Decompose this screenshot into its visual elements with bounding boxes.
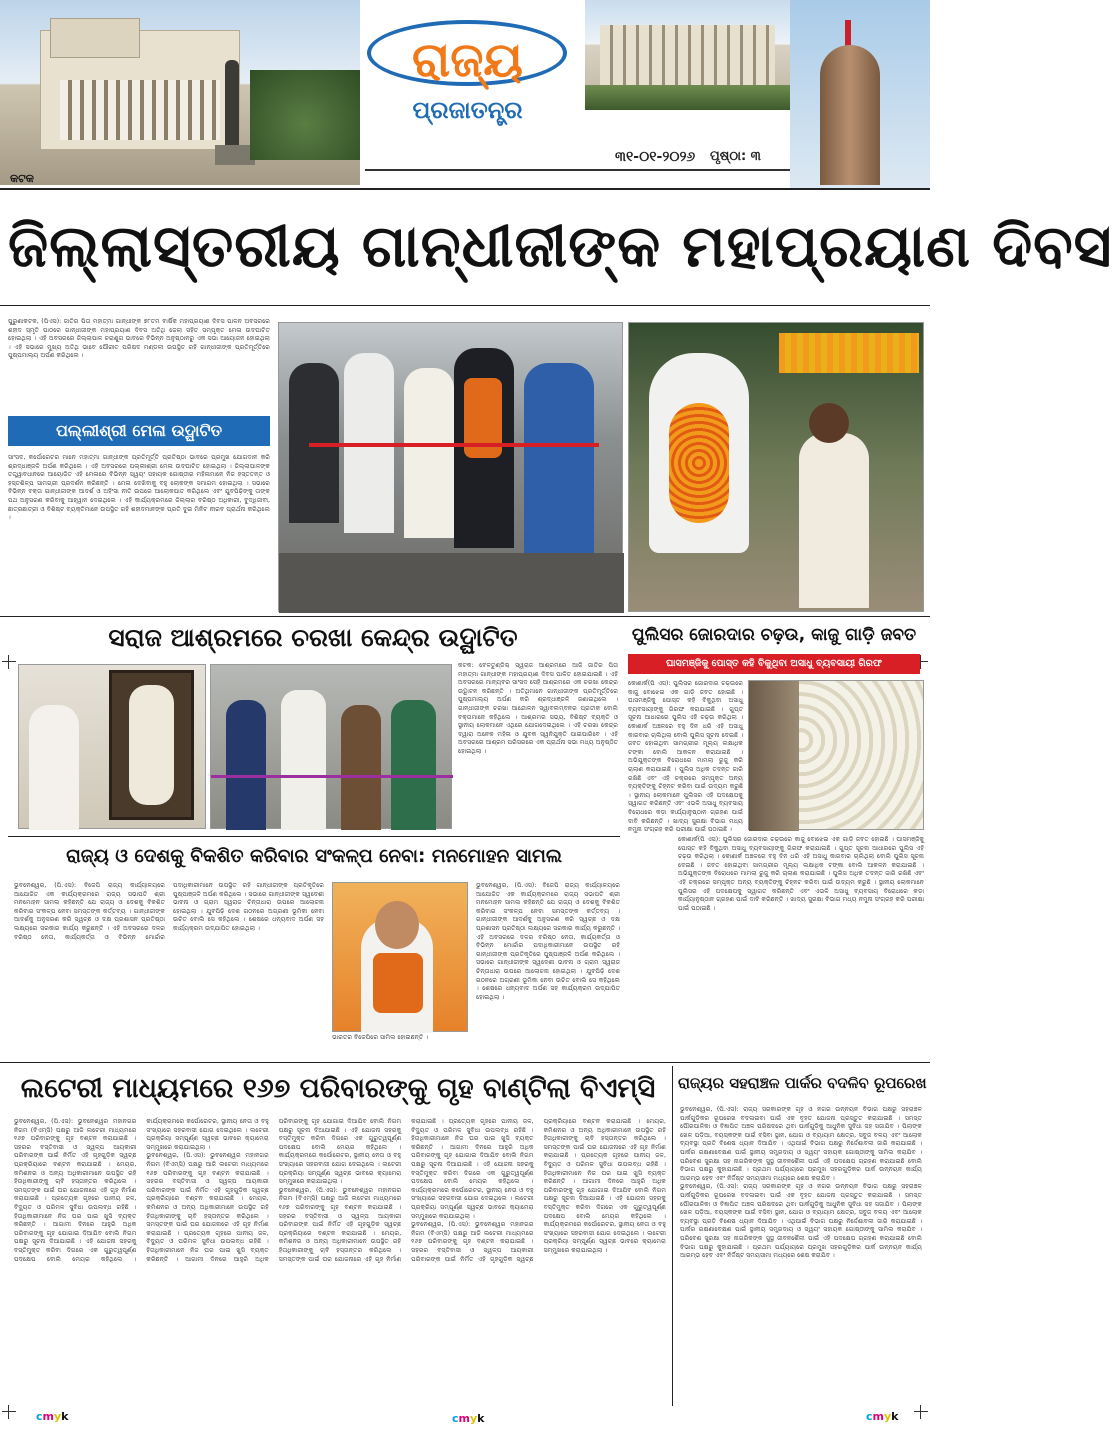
page-number: ପୃଷ୍ଠା: ୩ <box>710 149 761 164</box>
story3-body-top <box>628 680 743 834</box>
crop-mark <box>914 1405 928 1419</box>
masthead-photo-assembly <box>0 0 360 185</box>
photo-gandhi-statue-garland <box>628 322 924 612</box>
story5-body <box>14 1118 666 1406</box>
story3-body-text: କୋଣାର୍କ(ପି ଏସ): ପୁଲିସର ଜୋରଦାର ଚଢ଼ଉରେ କାଜୁ ବୋଝେଇ ଏକ ଗାଡ଼ି ଜବତ ହୋଇଛି । ଘାସମଞ୍ଜିକୁ ପୋସ୍ତ କହି ବିକୁଥିବା ଅସାଧୁ ବ୍ୟବସାୟୀଙ୍କୁ ଗିରଫ କରାଯାଇଛି । ଗୁପ୍ତ ସୂଚନା ଆଧାରରେ ପୁଲିସ ଏହି ଚଢ଼ଉ କରିଥିଲା । କୋଣାର୍କ ଅଞ୍ଚଳରେ ବହୁ ଦିନ ଧରି ଏହି ଅସାଧୁ କାରବାର ଚାଲିଥିଲା ବୋଲି ପୁଲିସ ସୂଚନା ଦେଇଛି । ଜବତ ହୋଇଥିବା ସାମଗ୍ରୀର ମୂଲ୍ୟ ଲକ୍ଷାଧିକ ଟଙ୍କା ବୋଲି ଆକଳନ କରାଯାଇଛି । ଅଭିଯୁକ୍ତଙ୍କ ବିରୋଧରେ ମାମଲା ରୁଜୁ କରି ଚାଲାଣ କରାଯାଇଛି । ପୁଲିସ ଅଧିକ ତଦନ୍ତ ଜାରି ରଖିଛି ଏବଂ ଏହି ଚକ୍ରରେ ସମ୍ପୃକ୍ତ ଅନ୍ୟ ବ୍ୟକ୍ତିଙ୍କୁ ଚିହ୍ନଟ କରିବା ପାଇଁ ଉଦ୍ୟମ କରୁଛି । ସ୍ଥାନୀୟ ଲୋକମାନେ ପୁଲିସର ଏହି ପଦକ୍ଷେପକୁ ସ୍ୱାଗତ କରିଛନ୍ତି ଏବଂ ଏଭଳି ଅସାଧୁ ବ୍ୟବସାୟ ବିରୋଧରେ କଡ଼ା କାର୍ଯ୍ୟାନୁଷ୍ଠାନ ଗ୍ରହଣ ପାଇଁ ଦାବି କରିଛନ୍ତି । ଖାଦ୍ୟ ସୁରକ୍ଷା ବିଭାଗ ମଧ୍ୟ ନମୁନା ସଂଗ୍ରହ କରି ପରୀକ୍ଷା ପାଇଁ ପଠାଇଛି । <box>678 836 924 912</box>
photo-seized-bags <box>748 680 924 830</box>
masthead <box>0 0 930 190</box>
registration-mark: cmyk <box>36 1410 69 1423</box>
story2-body <box>458 662 618 832</box>
story1-body-text: ସାଂସଦ, କର୍ପୋରେଟର ମାନେ ମହାତ୍ମା ଗାନ୍ଧୀଙ୍କ ପ୍ରତିମୂର୍ତ୍ତି ପ୍ରତିଷ୍ଠା ଭାବରେ ପ୍ରମୁଖ ଯୋଗଦାନ କରି ଶ୍ରଦ୍ଧାଞ୍ଜଳି ଅର୍ପଣ କରିଥିଲେ । ଏହି ଅବସରରେ ପଲ୍ଲୀଶ୍ରୀ ମେଳା ଉଦଘାଟିତ ହୋଇଥିଲା । ଜିଲ୍ଲାପାଳଙ୍କ ତତ୍ତ୍ୱାବଧାନରେ ଆୟୋଜିତ ଏହି ମେଳାରେ ବିଭିନ୍ନ ସ୍ୱୟଂ ସହାୟକ ଗୋଷ୍ଠୀର ମହିଳାମାନେ ନିଜ ହସ୍ତତନ୍ତ ଓ ହସ୍ତଶିଳ୍ପ ସାମଗ୍ରୀ ପ୍ରଦର୍ଶନ କରିଛନ୍ତି । ମେଳା ଦେଖିବାକୁ ବହୁ ଲୋକଙ୍କ ସମାଗମ ହୋଇଥିଲା । ସଭାରେ ବିଭିନ୍ନ ବକ୍ତା ଗାନ୍ଧୀଜୀଙ୍କ ଆଦର୍ଶ ଓ ଅହିଂସା ନୀତି ଉପରେ ଆଲୋକପାତ କରିଥିଲେ ଏବଂ ଯୁବପିଢ଼ିଙ୍କୁ ତାଙ୍କ ପଥ ଅନୁସରଣ କରିବାକୁ ଆହ୍ୱାନ ଦେଇଥିଲେ । ଏହି କାର୍ଯ୍ୟକ୍ରମରେ ଜିଲ୍ଲାର ବରିଷ୍ଠ ଅଧିକାରୀ, ବୁଦ୍ଧିଜୀବୀ, ଛାତ୍ରଛାତ୍ରୀ ଓ ବିଶିଷ୍ଟ ବ୍ୟକ୍ତିମାନେ ଉପସ୍ଥିତ ରହି ଶହୀଦମାନଙ୍କ ପ୍ରତି ଦୁଇ ମିନିଟ ନୀରବ ପ୍ରାର୍ଥନା କରିଥିଲେ । <box>8 454 270 522</box>
city-label: କଟକ <box>10 172 34 185</box>
photo-manmohan-samal <box>332 882 468 1032</box>
story1-intro <box>8 318 270 410</box>
story6-headline: ରାଜ୍ୟର ସହରାଞ୍ଚଳ ପାର୍କର ବଦଳିବ ରୂପରେଖ <box>678 1074 927 1092</box>
story6-body-text: ଭୁବନେଶ୍ୱର, (ପି.ଏସ): ରାଜ୍ୟ ସରକାରଙ୍କ ଗୃହ ଓ ନଗର ଉନ୍ନୟନ ବିଭାଗ ପକ୍ଷରୁ ସହରାଞ୍ଚଳ ପାର୍କଗୁଡ଼ିକର ରୂପରେଖ ବଦଳାଇବା ପାଇଁ ଏକ ବୃହତ ଯୋଜନା ପ୍ରସ୍ତୁତ କରାଯାଇଛି । ସମସ୍ତ ପୌରପାଳିକା ଓ ବିଜ୍ଞାପିତ ଅଞ୍ଚଳ ପରିଷଦରେ ଥିବା ପାର୍କଗୁଡ଼ିକୁ ଆଧୁନିକ ସୁବିଧା ସହ ସଜାଯିବ । ପିଲାଙ୍କ ଖେଳ ପଡ଼ିଆ, ବୟସ୍କଙ୍କ ପାଇଁ ବସିବା ସ୍ଥାନ, ଯୋଗ ଓ ବ୍ୟାୟାମ କ୍ଷେତ୍ର, ସବୁଜ ବଳୟ ଏବଂ ଆଲୋକ ବ୍ୟବସ୍ଥା ପ୍ରତି ବିଶେଷ ଧ୍ୟାନ ଦିଆଯିବ । ଏଥିପାଇଁ ବିଭାଗ ପକ୍ଷରୁ ନିର୍ଦ୍ଦେଶାବଳୀ ଜାରି କରାଯାଇଛି । ପାର୍କର ରକ୍ଷଣାବେକ୍ଷଣ ପାଇଁ ସ୍ଥାନୀୟ ସମ୍ପ୍ରଦାୟ ଓ ସ୍ୱୟଂ ସହାୟକ ଗୋଷ୍ଠୀଙ୍କୁ ସାମିଲ କରାଯିବ । ପରିବେଶ ସୁରକ୍ଷା ସହ ନାଗରିକଙ୍କ ସୁସ୍ଥ ଜୀବନଶୈଳୀ ପାଇଁ ଏହି ପଦକ୍ଷେପ ଗ୍ରହଣ କରାଯାଇଛି ବୋଲି ବିଭାଗ ପକ୍ଷରୁ କୁହାଯାଇଛି । ପ୍ରଥମ ପର୍ଯ୍ୟାୟରେ ପ୍ରମୁଖ ସହରଗୁଡ଼ିକର ପାର୍କ ଉନ୍ନୟନ କାର୍ଯ୍ୟ ଆରମ୍ଭ ହେବ ଏବଂ ନିର୍ଦ୍ଦିଷ୍ଟ ସମୟସୀମା ମଧ୍ୟରେ ଶେଷ କରାଯିବ । <box>680 1183 922 1260</box>
photo-gandhi-portrait <box>18 664 206 829</box>
story3-subhead: ଘାସମଞ୍ଜିକୁ ପୋସ୍ତ କହି ବିକୁଥିବା ଅସାଧୁ ବ୍ୟବସାୟୀ ଗିରଫ <box>628 654 920 674</box>
story4-headline: ରାଜ୍ୟ ଓ ଦେଶକୁ ବିକଶିତ କରିବାର ସଂକଳ୍ପ ନେବା: ମନମୋହନ ସାମଲ <box>66 846 562 867</box>
story2-body-text: କଟକ: ବେଳତୁଣ୍ଡିଶ୍ଚ ସ୍ୱରାଜ ଆଶ୍ରମରେ ଆଜି ଜାତିର ପିତା ମହାତ୍ମା ଗାନ୍ଧୀଙ୍କ ମହାପ୍ରୟାଣ ଦିବସ ପାଳିତ ହୋଇଯାଇଛି । ଏହି ଅବସରରେ ମାନ୍ୟବର ସାଂସଦ ସେହି ଆଶ୍ରମରେ ଏକ ଚରଖା କେନ୍ଦ୍ର ଉଦ୍ଘାଟନ କରିଛନ୍ତି । ଅତିଥିମାନେ ଗାନ୍ଧୀଜୀଙ୍କ ପ୍ରତିମୂର୍ତ୍ତିରେ ପୁଷ୍ପମାଲ୍ୟ ଅର୍ପଣ କରି ଶ୍ରଦ୍ଧାଞ୍ଜଳି ଜଣାଇଥିଲେ । ଗାନ୍ଧୀଜୀଙ୍କ ଚରଖା ଆନ୍ଦୋଳନ ସ୍ୱାବଲମ୍ବନର ପ୍ରତୀକ ବୋଲି ବକ୍ତାମାନେ କହିଥିଲେ । ଆଶ୍ରମର ସଭ୍ୟ, ବିଶିଷ୍ଟ ବ୍ୟକ୍ତି ଓ ସ୍ଥାନୀୟ ଲୋକମାନେ ଏଥିରେ ଯୋଗଦେଇଥିଲେ । ଏହି ଚରଖା କେନ୍ଦ୍ର ଦ୍ୱାରା ଅନେକ ମହିଳା ଓ ଯୁବକ ସ୍ୱନିଯୁକ୍ତି ପାଇପାରିବେ । ଏହି ଅବସରରେ ଆଶ୍ରମ ପରିସରରେ ଏକ ପ୍ରାର୍ଥନା ସଭା ମଧ୍ୟ ଅନୁଷ୍ଠିତ ହୋଇଥିଲା । <box>458 662 618 755</box>
story4-body-text: ଭୁବନେଶ୍ୱର, (ପି.ଏସ): ବିଜେପି ରାଜ୍ୟ କାର୍ଯ୍ୟାଳୟରେ ଆଯୋଜିତ ଏକ କାର୍ଯ୍ୟକ୍ରମରେ ରାଜ୍ୟ ସଭାପତି ଶ୍ରୀ ମନମୋହନ ସାମଲ କହିଛନ୍ତି ଯେ ରାଜ୍ୟ ଓ ଦେଶକୁ ବିକଶିତ କରିବାର ସଂକଳ୍ପ ନେବା ସମସ୍ତଙ୍କ କର୍ତ୍ତବ୍ୟ । ଗାନ୍ଧୀଜୀଙ୍କ ଆଦର୍ଶକୁ ଅନୁସରଣ କରି ସ୍ୱଚ୍ଛ ଓ ଦକ୍ଷ ପ୍ରଶାସନ ପ୍ରତିଷ୍ଠା ଲକ୍ଷ୍ୟରେ ସରକାର କାର୍ଯ୍ୟ କରୁଛନ୍ତି । ଏହି ଅବସରରେ ଦଳର ବରିଷ୍ଠ ନେତା, କାର୍ଯ୍ୟକର୍ତ୍ତା ଓ ବିଭିନ୍ନ ମୋର୍ଚ୍ଚାର ପଦାଧିକାରୀମାନେ ଉପସ୍ଥିତ ରହି ଗାନ୍ଧୀଜୀଙ୍କ ପ୍ରତିକୃତିରେ ପୁଷ୍ପାଞ୍ଜଳି ଅର୍ପଣ କରିଥିଲେ । ସଭାରେ ଗାନ୍ଧୀଜୀଙ୍କ ସ୍ୱଦେଶୀ ଭାବନା ଓ ଗ୍ରାମ ସ୍ୱରାଜ ଚିନ୍ତାଧାରା ଉପରେ ଆଲୋଚନା ହୋଇଥିଲା । ଯୁବପିଢ଼ି ଦେଶ ଗଠନରେ ଅଗ୍ରଣୀ ଭୂମିକା ନେବା ଉଚିତ ବୋଲି ସେ କହିଥିଲେ । ଶେଷରେ ଧନ୍ୟବାଦ ଅର୍ପଣ ସହ କାର୍ଯ୍ୟକ୍ରମ ଉଦ୍ଯାପିତ ହୋଇଥିଲା । <box>476 882 620 1001</box>
registration-mark: cmyk <box>452 1412 485 1425</box>
story5-body-text: ଭୁବନେଶ୍ୱର, (ପି.ଏସ): ଭୁବନେଶ୍ୱର ମହାନଗର ନିଗମ (ବିଏମ୍‌ସି) ପକ୍ଷରୁ ଆଜି ଲଟେରୀ ମାଧ୍ୟମରେ ୧୬୭ ପରିବାରଙ୍କୁ ଗୃହ ବଣ୍ଟନ କରାଯାଇଛି । ସହରର ବସ୍ତିବାସୀ ଓ ସ୍ୱଳ୍ପ ଆୟକାରୀ ପରିବାରଙ୍କ ପାଇଁ ନିର୍ମିତ ଏହି ଗୃହଗୁଡ଼ିକ ସ୍ୱଚ୍ଛ ପ୍ରକ୍ରିୟାରେ ବଣ୍ଟନ କରାଯାଇଛି । ମେୟର, କମିଶନର ଓ ଅନ୍ୟ ଅଧିକାରୀମାନେ ଉପସ୍ଥିତ ରହି ହିତାଧିକାରୀଙ୍କୁ ଚାବି ହସ୍ତାନ୍ତର କରିଥିଲେ । ସମସ୍ତଙ୍କ ପାଇଁ ଘର ଯୋଜନାରେ ଏହି ଗୃହ ନିର୍ମାଣ କରାଯାଇଛି । ପ୍ରତ୍ୟେକ ଗୃହରେ ପାନୀୟ ଜଳ, ବିଦ୍ୟୁତ ଓ ପରିମଳ ସୁବିଧା ଉପଲବ୍ଧ ରହିଛି । ହିତାଧିକାରୀମାନେ ନିଜ ଘର ପାଇ ଖୁସି ବ୍ୟକ୍ତ କରିଛନ୍ତି । ଆଗାମୀ ଦିନରେ ଆହୁରି ଅଧିକ ପରିବାରଙ୍କୁ ଗୃହ ଯୋଗାଇ ଦିଆଯିବ ବୋଲି ନିଗମ ପକ୍ଷରୁ ସୂଚନା ଦିଆଯାଇଛି । ଏହି ଯୋଜନା ସହରକୁ ବସ୍ତିମୁକ୍ତ କରିବା ଦିଗରେ ଏକ ଗୁରୁତ୍ୱପୂର୍ଣ୍ଣ ପଦକ୍ଷେପ ବୋଲି ମେୟର କହିଥିଲେ । କାର୍ଯ୍ୟକ୍ରମରେ କର୍ପୋରେଟର, ସ୍ଥାନୀୟ ନେତା ଓ ବହୁ ସଂଖ୍ୟାରେ ସହରବାସୀ ଯୋଗ ଦେଇଥିଲେ । ଲଟେରୀ ପ୍ରକ୍ରିୟା ସମ୍ପୂର୍ଣ୍ଣ ସ୍ୱଚ୍ଛ ଭାବରେ କ୍ୟାମେରା ସମ୍ମୁଖରେ କରାଯାଇଥିଲା । <box>14 1118 269 1263</box>
story4-photo-caption: ଭାରତର ବିଜେପିରେ ସାମିଲ ହୋଇଛନ୍ତି । <box>332 1034 429 1041</box>
registration-mark: cmyk <box>866 1410 899 1423</box>
story1-subhead: ପଲ୍ଲୀଶ୍ରୀ ମେଳା ଉଦ୍ଘାଟିତ <box>8 416 270 446</box>
story4-body-left <box>14 882 324 1052</box>
story5-body-text: ଭୁବନେଶ୍ୱର, (ପି.ଏସ): ଭୁବନେଶ୍ୱର ମହାନଗର ନିଗମ (ବିଏମ୍‌ସି) ପକ୍ଷରୁ ଆଜି ଲଟେରୀ ମାଧ୍ୟମରେ ୧୬୭ ପରିବାରଙ୍କୁ ଗୃହ ବଣ୍ଟନ କରାଯାଇଛି । ସହରର ବସ୍ତିବାସୀ ଓ ସ୍ୱଳ୍ପ ଆୟକାରୀ ପରିବାରଙ୍କ ପାଇଁ ନିର୍ମିତ ଏହି ଗୃହଗୁଡ଼ିକ ସ୍ୱଚ୍ଛ ପ୍ରକ୍ରିୟାରେ ବଣ୍ଟନ କରାଯାଇଛି । ମେୟର, କମିଶନର ଓ ଅନ୍ୟ ଅଧିକାରୀମାନେ ଉପସ୍ଥିତ ରହି ହିତାଧିକାରୀଙ୍କୁ ଚାବି ହସ୍ତାନ୍ତର କରିଥିଲେ । ସମସ୍ତଙ୍କ ପାଇଁ ଘର ଯୋଜନାରେ ଏହି ଗୃହ ନିର୍ମାଣ କରାଯାଇଛି । ପ୍ରତ୍ୟେକ ଗୃହରେ ପାନୀୟ ଜଳ, ବିଦ୍ୟୁତ ଓ ପରିମଳ ସୁବିଧା ଉପଲବ୍ଧ ରହିଛି । ହିତାଧିକାରୀମାନେ ନିଜ ଘର ପାଇ ଖୁସି ବ୍ୟକ୍ତ କରିଛନ୍ତି । ଆଗାମୀ ଦିନରେ ଆହୁରି ଅଧିକ ପରିବାରଙ୍କୁ ଗୃହ ଯୋଗାଇ ଦିଆଯିବ ବୋଲି ନିଗମ ପକ୍ଷରୁ ସୂଚନା ଦିଆଯାଇଛି । ଏହି ଯୋଜନା ସହରକୁ ବସ୍ତିମୁକ୍ତ କରିବା ଦିଗରେ ଏକ ଗୁରୁତ୍ୱପୂର୍ଣ୍ଣ ପଦକ୍ଷେପ ବୋଲି ମେୟର କହିଥିଲେ । କାର୍ଯ୍ୟକ୍ରମରେ କର୍ପୋରେଟର, ସ୍ଥାନୀୟ ନେତା ଓ ବହୁ ସଂଖ୍ୟାରେ ସହରବାସୀ ଯୋଗ ଦେଇଥିଲେ । ଲଟେରୀ ପ୍ରକ୍ରିୟା ସମ୍ପୂର୍ଣ୍ଣ ସ୍ୱଚ୍ଛ ଭାବରେ କ୍ୟାମେରା ସମ୍ମୁଖରେ କରାଯାଇଥିଲା । <box>146 1118 402 1263</box>
story1-body <box>8 454 270 610</box>
story2-headline: ସରାଜ ଆଶ୍ରମରେ ଚରଖା କେନ୍ଦ୍ର ଉଦ୍ଘାଟିତ <box>108 623 518 652</box>
story4-body-text: ଭୁବନେଶ୍ୱର, (ପି.ଏସ): ବିଜେପି ରାଜ୍ୟ କାର୍ଯ୍ୟାଳୟରେ ଆଯୋଜିତ ଏକ କାର୍ଯ୍ୟକ୍ରମରେ ରାଜ୍ୟ ସଭାପତି ଶ୍ରୀ ମନମୋହନ ସାମଲ କହିଛନ୍ତି ଯେ ରାଜ୍ୟ ଓ ଦେଶକୁ ବିକଶିତ କରିବାର ସଂକଳ୍ପ ନେବା ସମସ୍ତଙ୍କ କର୍ତ୍ତବ୍ୟ । ଗାନ୍ଧୀଜୀଙ୍କ ଆଦର୍ଶକୁ ଅନୁସରଣ କରି ସ୍ୱଚ୍ଛ ଓ ଦକ୍ଷ ପ୍ରଶାସନ ପ୍ରତିଷ୍ଠା ଲକ୍ଷ୍ୟରେ ସରକାର କାର୍ଯ୍ୟ କରୁଛନ୍ତି । ଏହି ଅବସରରେ ଦଳର ବରିଷ୍ଠ ନେତା, କାର୍ଯ୍ୟକର୍ତ୍ତା ଓ ବିଭିନ୍ନ ମୋର୍ଚ୍ଚାର ପଦାଧିକାରୀମାନେ ଉପସ୍ଥିତ ରହି ଗାନ୍ଧୀଜୀଙ୍କ ପ୍ରତିକୃତିରେ ପୁଷ୍ପାଞ୍ଜଳି ଅର୍ପଣ କରିଥିଲେ । ସଭାରେ ଗାନ୍ଧୀଜୀଙ୍କ ସ୍ୱଦେଶୀ ଭାବନା ଓ ଗ୍ରାମ ସ୍ୱରାଜ ଚିନ୍ତାଧାରା ଉପରେ ଆଲୋଚନା ହୋଇଥିଲା । ଯୁବପିଢ଼ି ଦେଶ ଗଠନରେ ଅଗ୍ରଣୀ ଭୂମିକା ନେବା ଉଚିତ ବୋଲି ସେ କହିଥିଲେ । ଶେଷରେ ଧନ୍ୟବାଦ ଅର୍ପଣ ସହ କାର୍ଯ୍ୟକ୍ରମ ଉଦ୍ଯାପିତ ହୋଇଥିଲା । <box>14 882 324 941</box>
story1-headline: ଜିଲ୍ଲାସ୍ତରୀୟ ଗାନ୍ଧୀଜୀଙ୍କ ମହାପ୍ରୟାଣ ଦିବସ <box>8 212 1112 280</box>
photo-ribbon-cutting <box>278 322 623 612</box>
story6-body <box>680 1106 922 1406</box>
issue-date: ୩୧-୦୧-୨୦୨୬ <box>615 149 696 165</box>
masthead-photo-temple <box>790 0 930 190</box>
crop-mark <box>2 1405 16 1419</box>
date-bar <box>365 145 790 171</box>
story4-body-right <box>476 882 620 1052</box>
story1-intro-text: ପୁରୁଣାକଟକ, (ପିଏସ): ଜାତିର ପିତା ମହାତ୍ମା ଗାନ୍ଧୀଙ୍କ ୭୮ତମ ବାର୍ଷିକ ମହାପ୍ରୟାଣ ଦିବସ ପାଳନ ଅବସରରେ ଶହୀଦ ସ୍ମୃତି ପାଠରେ ଗାନ୍ଧୀଜୀଙ୍କ ମହାପ୍ରୟାଣ ଦିବସ ଅତିଥି ଜେଲା ସହିତ ସମ୍ପୃକ୍ତ ମେଳା ଉଦଘାଟିତ ହୋଇଥିଲା । ଏହି ଅବସରରେ ଜିଲ୍ଲାପାଳ ଚରାଣୁଗ ଭାବରେ ବିଭିନ୍ନ ଅନୁଷ୍ଠାନରୁ ଏକ ସଭା ଆୟୋଜନ ହୋଇଥିଲା । ଏହି ସଭାରେ ମୁଖ୍ୟ ଅତିଥି ଭାବେ ପୌରୀତ ପରିଷଦ ମଣ୍ଡଳୀ ଉପସ୍ଥିତ ରହି ଗାନ୍ଧୀଜୀଙ୍କ ପ୍ରତିମୂର୍ତ୍ତିରେ ପୁଷ୍ପମାଲ୍ୟ ଅର୍ପଣ କରିଥିଲେ । <box>8 318 270 360</box>
story3-headline: ପୁଲିସର ଜୋରଦାର ଚଢ଼ଉ, କାଜୁ ଗାଡ଼ି ଜବତ <box>631 625 917 645</box>
logo <box>365 20 570 155</box>
masthead-photo-highcourt <box>585 0 790 110</box>
story3-body-text: କୋଣାର୍କ(ପି ଏସ): ପୁଲିସର ଜୋରଦାର ଚଢ଼ଉରେ କାଜୁ ବୋଝେଇ ଏକ ଗାଡ଼ି ଜବତ ହୋଇଛି । ଘାସମଞ୍ଜିକୁ ପୋସ୍ତ କହି ବିକୁଥିବା ଅସାଧୁ ବ୍ୟବସାୟୀଙ୍କୁ ଗିରଫ କରାଯାଇଛି । ଗୁପ୍ତ ସୂଚନା ଆଧାରରେ ପୁଲିସ ଏହି ଚଢ଼ଉ କରିଥିଲା । କୋଣାର୍କ ଅଞ୍ଚଳରେ ବହୁ ଦିନ ଧରି ଏହି ଅସାଧୁ କାରବାର ଚାଲିଥିଲା ବୋଲି ପୁଲିସ ସୂଚନା ଦେଇଛି । ଜବତ ହୋଇଥିବା ସାମଗ୍ରୀର ମୂଲ୍ୟ ଲକ୍ଷାଧିକ ଟଙ୍କା ବୋଲି ଆକଳନ କରାଯାଇଛି । ଅଭିଯୁକ୍ତଙ୍କ ବିରୋଧରେ ମାମଲା ରୁଜୁ କରି ଚାଲାଣ କରାଯାଇଛି । ପୁଲିସ ଅଧିକ ତଦନ୍ତ ଜାରି ରଖିଛି ଏବଂ ଏହି ଚକ୍ରରେ ସମ୍ପୃକ୍ତ ଅନ୍ୟ ବ୍ୟକ୍ତିଙ୍କୁ ଚିହ୍ନଟ କରିବା ପାଇଁ ଉଦ୍ୟମ କରୁଛି । ସ୍ଥାନୀୟ ଲୋକମାନେ ପୁଲିସର ଏହି ପଦକ୍ଷେପକୁ ସ୍ୱାଗତ କରିଛନ୍ତି ଏବଂ ଏଭଳି ଅସାଧୁ ବ୍ୟବସାୟ ବିରୋଧରେ କଡ଼ା କାର୍ଯ୍ୟାନୁଷ୍ଠାନ ଗ୍ରହଣ ପାଇଁ ଦାବି କରିଛନ୍ତି । ଖାଦ୍ୟ ସୁରକ୍ଷା ବିଭାଗ ମଧ୍ୟ ନମୁନା ସଂଗ୍ରହ କରି ପରୀକ୍ଷା ପାଇଁ ପଠାଇଛି । <box>628 680 743 834</box>
story6-body-text: ଭୁବନେଶ୍ୱର, (ପି.ଏସ): ରାଜ୍ୟ ସରକାରଙ୍କ ଗୃହ ଓ ନଗର ଉନ୍ନୟନ ବିଭାଗ ପକ୍ଷରୁ ସହରାଞ୍ଚଳ ପାର୍କଗୁଡ଼ିକର ରୂପରେଖ ବଦଳାଇବା ପାଇଁ ଏକ ବୃହତ ଯୋଜନା ପ୍ରସ୍ତୁତ କରାଯାଇଛି । ସମସ୍ତ ପୌରପାଳିକା ଓ ବିଜ୍ଞାପିତ ଅଞ୍ଚଳ ପରିଷଦରେ ଥିବା ପାର୍କଗୁଡ଼ିକୁ ଆଧୁନିକ ସୁବିଧା ସହ ସଜାଯିବ । ପିଲାଙ୍କ ଖେଳ ପଡ଼ିଆ, ବୟସ୍କଙ୍କ ପାଇଁ ବସିବା ସ୍ଥାନ, ଯୋଗ ଓ ବ୍ୟାୟାମ କ୍ଷେତ୍ର, ସବୁଜ ବଳୟ ଏବଂ ଆଲୋକ ବ୍ୟବସ୍ଥା ପ୍ରତି ବିଶେଷ ଧ୍ୟାନ ଦିଆଯିବ । ଏଥିପାଇଁ ବିଭାଗ ପକ୍ଷରୁ ନିର୍ଦ୍ଦେଶାବଳୀ ଜାରି କରାଯାଇଛି । ପାର୍କର ରକ୍ଷଣାବେକ୍ଷଣ ପାଇଁ ସ୍ଥାନୀୟ ସମ୍ପ୍ରଦାୟ ଓ ସ୍ୱୟଂ ସହାୟକ ଗୋଷ୍ଠୀଙ୍କୁ ସାମିଲ କରାଯିବ । ପରିବେଶ ସୁରକ୍ଷା ସହ ନାଗରିକଙ୍କ ସୁସ୍ଥ ଜୀବନଶୈଳୀ ପାଇଁ ଏହି ପଦକ୍ଷେପ ଗ୍ରହଣ କରାଯାଇଛି ବୋଲି ବିଭାଗ ପକ୍ଷରୁ କୁହାଯାଇଛି । ପ୍ରଥମ ପର୍ଯ୍ୟାୟରେ ପ୍ରମୁଖ ସହରଗୁଡ଼ିକର ପାର୍କ ଉନ୍ନୟନ କାର୍ଯ୍ୟ ଆରମ୍ଭ ହେବ ଏବଂ ନିର୍ଦ୍ଦିଷ୍ଟ ସମୟସୀମା ମଧ୍ୟରେ ଶେଷ କରାଯିବ । <box>680 1106 922 1182</box>
story3-body-bottom <box>678 836 924 1058</box>
logo-sub-text: ପ୍ରଜାତନ୍ତ୍ର <box>412 96 523 124</box>
logo-main-text: ରାଜ୍ୟ <box>412 32 523 88</box>
story5-body-text: ଭୁବନେଶ୍ୱର, (ପି.ଏସ): ଭୁବନେଶ୍ୱର ମହାନଗର ନିଗମ (ବିଏମ୍‌ସି) ପକ୍ଷରୁ ଆଜି ଲଟେରୀ ମାଧ୍ୟମରେ ୧୬୭ ପରିବାରଙ୍କୁ ଗୃହ ବଣ୍ଟନ କରାଯାଇଛି । ସହରର ବସ୍ତିବାସୀ ଓ ସ୍ୱଳ୍ପ ଆୟକାରୀ ପରିବାରଙ୍କ ପାଇଁ ନିର୍ମିତ ଏହି ଗୃହଗୁଡ଼ିକ ସ୍ୱଚ୍ଛ ପ୍ରକ୍ରିୟାରେ ବଣ୍ଟନ କରାଯାଇଛି । ମେୟର, କମିଶନର ଓ ଅନ୍ୟ ଅଧିକାରୀମାନେ ଉପସ୍ଥିତ ରହି ହିତାଧିକାରୀଙ୍କୁ ଚାବି ହସ୍ତାନ୍ତର କରିଥିଲେ । ସମସ୍ତଙ୍କ ପାଇଁ ଘର ଯୋଜନାରେ ଏହି ଗୃହ ନିର୍ମାଣ କରାଯାଇଛି । ପ୍ରତ୍ୟେକ ଗୃହରେ ପାନୀୟ ଜଳ, ବିଦ୍ୟୁତ ଓ ପରିମଳ ସୁବିଧା ଉପଲବ୍ଧ ରହିଛି । ହିତାଧିକାରୀମାନେ ନିଜ ଘର ପାଇ ଖୁସି ବ୍ୟକ୍ତ କରିଛନ୍ତି । ଆଗାମୀ ଦିନରେ ଆହୁରି ଅଧିକ ପରିବାରଙ୍କୁ ଗୃହ ଯୋଗାଇ ଦିଆଯିବ ବୋଲି ନିଗମ ପକ୍ଷରୁ ସୂଚନା ଦିଆଯାଇଛି । ଏହି ଯୋଜନା ସହରକୁ ବସ୍ତିମୁକ୍ତ କରିବା ଦିଗରେ ଏକ ଗୁରୁତ୍ୱପୂର୍ଣ୍ଣ ପଦକ୍ଷେପ ବୋଲି ମେୟର କହିଥିଲେ । କାର୍ଯ୍ୟକ୍ରମରେ କର୍ପୋରେଟର, ସ୍ଥାନୀୟ ନେତା ଓ ବହୁ ସଂଖ୍ୟାରେ ସହରବାସୀ ଯୋଗ ଦେଇଥିଲେ । ଲଟେରୀ ପ୍ରକ୍ରିୟା ସମ୍ପୂର୍ଣ୍ଣ ସ୍ୱଚ୍ଛ ଭାବରେ କ୍ୟାମେରା ସମ୍ମୁଖରେ କରାଯାଇଥିଲା । <box>278 1118 534 1263</box>
story5-body-text: ଭୁବନେଶ୍ୱର, (ପି.ଏସ): ଭୁବନେଶ୍ୱର ମହାନଗର ନିଗମ (ବିଏମ୍‌ସି) ପକ୍ଷରୁ ଆଜି ଲଟେରୀ ମାଧ୍ୟମରେ ୧୬୭ ପରିବାରଙ୍କୁ ଗୃହ ବଣ୍ଟନ କରାଯାଇଛି । ସହରର ବସ୍ତିବାସୀ ଓ ସ୍ୱଳ୍ପ ଆୟକାରୀ ପରିବାରଙ୍କ ପାଇଁ ନିର୍ମିତ ଏହି ଗୃହଗୁଡ଼ିକ ସ୍ୱଚ୍ଛ ପ୍ରକ୍ରିୟାରେ ବଣ୍ଟନ କରାଯାଇଛି । ମେୟର, କମିଶନର ଓ ଅନ୍ୟ ଅଧିକାରୀମାନେ ଉପସ୍ଥିତ ରହି ହିତାଧିକାରୀଙ୍କୁ ଚାବି ହସ୍ତାନ୍ତର କରିଥିଲେ । ସମସ୍ତଙ୍କ ପାଇଁ ଘର ଯୋଜନାରେ ଏହି ଗୃହ ନିର୍ମାଣ କରାଯାଇଛି । ପ୍ରତ୍ୟେକ ଗୃହରେ ପାନୀୟ ଜଳ, ବିଦ୍ୟୁତ ଓ ପରିମଳ ସୁବିଧା ଉପଲବ୍ଧ ରହିଛି । ହିତାଧିକାରୀମାନେ ନିଜ ଘର ପାଇ ଖୁସି ବ୍ୟକ୍ତ କରିଛନ୍ତି । ଆଗାମୀ ଦିନରେ ଆହୁରି ଅଧିକ ପରିବାରଙ୍କୁ ଗୃହ ଯୋଗାଇ ଦିଆଯିବ ବୋଲି ନିଗମ ପକ୍ଷରୁ ସୂଚନା ଦିଆଯାଇଛି । ଏହି ଯୋଜନା ସହରକୁ ବସ୍ତିମୁକ୍ତ କରିବା ଦିଗରେ ଏକ ଗୁରୁତ୍ୱପୂର୍ଣ୍ଣ ପଦକ୍ଷେପ ବୋଲି ମେୟର କହିଥିଲେ । କାର୍ଯ୍ୟକ୍ରମରେ କର୍ପୋରେଟର, ସ୍ଥାନୀୟ ନେତା ଓ ବହୁ ସଂଖ୍ୟାରେ ସହରବାସୀ ଯୋଗ ଦେଇଥିଲେ । ଲଟେରୀ ପ୍ରକ୍ରିୟା ସମ୍ପୂର୍ଣ୍ଣ ସ୍ୱଚ୍ଛ ଭାବରେ କ୍ୟାମେରା ସମ୍ମୁଖରେ କରାଯାଇଥିଲା । <box>411 1118 666 1263</box>
photo-charkha-inauguration <box>210 664 452 829</box>
story5-headline: ଲଟେରୀ ମାଧ୍ୟମରେ ୧୬୭ ପରିବାରଙ୍କୁ ଗୃହ ବାଣ୍ଟିଲା ବିଏମ୍‌ସି <box>20 1073 656 1104</box>
crop-mark <box>2 655 16 669</box>
